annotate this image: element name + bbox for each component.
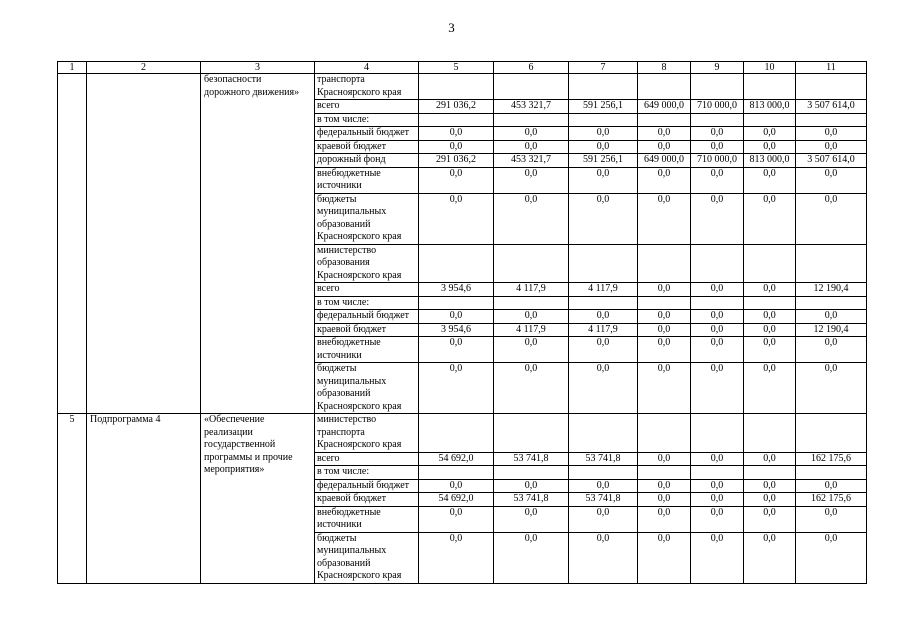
amount-cell-col-6: [494, 296, 569, 310]
amount-cell-col-11: 0,0: [796, 337, 867, 363]
text-line: бюджеты: [317, 532, 357, 544]
amount-cell-col-7: 591 256,1: [569, 154, 638, 168]
program-name-cell: Подпрограмма 4: [87, 414, 201, 584]
amount-cell-col-8: 0,0: [638, 140, 691, 154]
program-name-cell: [87, 74, 201, 414]
header-cell-8: 8: [638, 62, 691, 74]
amount-cell-col-5: 0,0: [419, 310, 494, 324]
amount-cell-col-6: [494, 74, 569, 100]
text-line: образования: [317, 257, 370, 268]
text-line: муниципальных: [317, 206, 387, 217]
text-line: транспорта: [317, 74, 365, 85]
amount-cell-col-7: 53 741,8: [569, 493, 638, 507]
amount-cell-col-6: 0,0: [494, 506, 569, 532]
amount-cell-col-8: 0,0: [638, 310, 691, 324]
amount-cell-col-5: 54 692,0: [419, 452, 494, 466]
amount-cell-col-5: [419, 466, 494, 480]
amount-cell-col-7: 4 117,9: [569, 323, 638, 337]
amount-cell-col-6: 0,0: [494, 140, 569, 154]
amount-cell-col-11: 3 507 614,0: [796, 100, 867, 114]
amount-cell-col-8: 0,0: [638, 193, 691, 244]
amount-cell-col-9: 0,0: [691, 363, 744, 414]
text-line: внебюджетные: [317, 337, 381, 348]
text-line: министерство: [317, 414, 377, 425]
amount-cell-col-6: 0,0: [494, 167, 569, 193]
amount-cell-col-11: 0,0: [796, 532, 867, 583]
funding-source-cell: [315, 74, 419, 100]
amount-cell-col-8: 649 000,0: [638, 154, 691, 168]
amount-cell-col-6: [494, 244, 569, 283]
funding-source-cell: [315, 310, 419, 324]
amount-cell-col-7: 0,0: [569, 363, 638, 414]
amount-cell-col-9: [691, 414, 744, 453]
amount-cell-col-10: 0,0: [744, 127, 796, 141]
amount-cell-col-11: 0,0: [796, 167, 867, 193]
amount-cell-col-11: 3 507 614,0: [796, 154, 867, 168]
amount-cell-col-11: 0,0: [796, 140, 867, 154]
amount-cell-col-7: [569, 466, 638, 480]
text-line: источники: [317, 349, 362, 361]
amount-cell-col-11: 0,0: [796, 479, 867, 493]
amount-cell-col-8: 0,0: [638, 493, 691, 507]
amount-cell-col-9: 0,0: [691, 337, 744, 363]
text-line: краевой бюджет: [317, 493, 386, 504]
funding-source-cell: [315, 466, 419, 480]
amount-cell-col-11: [796, 244, 867, 283]
amount-cell-col-11: [796, 466, 867, 480]
funding-source-cell: [315, 127, 419, 141]
funding-source-cell: [315, 140, 419, 154]
amount-cell-col-10: 0,0: [744, 452, 796, 466]
amount-cell-col-7: 53 741,8: [569, 452, 638, 466]
text-line: дорожного движения»: [204, 86, 300, 98]
amount-cell-col-5: [419, 414, 494, 453]
amount-cell-col-9: 0,0: [691, 193, 744, 244]
amount-cell-col-5: [419, 113, 494, 127]
amount-cell-col-9: 0,0: [691, 493, 744, 507]
amount-cell-col-10: [744, 466, 796, 480]
text-line: программы и прочие: [204, 451, 293, 463]
text-line: Красноярского края: [317, 439, 402, 450]
amount-cell-col-7: 0,0: [569, 140, 638, 154]
header-cell-1: 1: [58, 62, 87, 74]
text-line: краевой бюджет: [317, 140, 386, 152]
amount-cell-col-10: 0,0: [744, 337, 796, 363]
funding-source-cell: [315, 452, 419, 466]
text-line: федеральный бюджет: [317, 479, 410, 491]
amount-cell-col-7: [569, 244, 638, 283]
amount-cell-col-10: 0,0: [744, 493, 796, 507]
amount-cell-col-9: [691, 466, 744, 480]
amount-cell-col-7: [569, 414, 638, 453]
text-line: министерство: [317, 244, 377, 256]
funding-source-cell: [315, 414, 419, 453]
amount-cell-col-5: 0,0: [419, 532, 494, 583]
funding-source-cell: [315, 154, 419, 168]
amount-cell-col-9: 0,0: [691, 506, 744, 532]
header-cell-10: 10: [744, 62, 796, 74]
text-line: муниципальных: [317, 375, 387, 387]
text-line: Красноярского края: [317, 231, 402, 242]
text-line: образований: [317, 557, 371, 569]
amount-cell-col-8: [638, 113, 691, 127]
program-title-cell: [201, 414, 315, 584]
funding-source-cell: [315, 532, 419, 583]
funding-source-cell: [315, 113, 419, 127]
amount-cell-col-6: 0,0: [494, 193, 569, 244]
amount-cell-col-10: 0,0: [744, 167, 796, 193]
amount-cell-col-5: 0,0: [419, 167, 494, 193]
funding-source-cell: [315, 167, 419, 193]
text-line: образований: [317, 218, 371, 230]
amount-cell-col-8: 0,0: [638, 127, 691, 141]
amount-cell-col-10: [744, 244, 796, 283]
text-line: всего: [317, 283, 340, 294]
amount-cell-col-9: 0,0: [691, 323, 744, 337]
text-line: краевой бюджет: [317, 323, 386, 335]
amount-cell-col-8: 0,0: [638, 283, 691, 297]
amount-cell-col-7: 0,0: [569, 506, 638, 532]
amount-cell-col-6: 0,0: [494, 532, 569, 583]
text-line: образований: [317, 388, 371, 399]
text-line: мероприятия»: [204, 464, 265, 475]
amount-cell-col-11: 0,0: [796, 363, 867, 414]
amount-cell-col-5: 3 954,6: [419, 283, 494, 297]
amount-cell-col-10: 0,0: [744, 323, 796, 337]
amount-cell-col-9: 0,0: [691, 452, 744, 466]
amount-cell-col-11: 12 190,4: [796, 323, 867, 337]
amount-cell-col-11: 0,0: [796, 506, 867, 532]
amount-cell-col-5: [419, 244, 494, 283]
amount-cell-col-11: 162 175,6: [796, 452, 867, 466]
amount-cell-col-5: 291 036,2: [419, 100, 494, 114]
amount-cell-col-5: 0,0: [419, 363, 494, 414]
amount-cell-col-5: 291 036,2: [419, 154, 494, 168]
header-cell-3: 3: [201, 62, 315, 74]
amount-cell-col-10: [744, 113, 796, 127]
funding-source-cell: [315, 283, 419, 297]
amount-cell-col-10: 0,0: [744, 479, 796, 493]
text-line: в том числе:: [317, 113, 370, 125]
text-line: бюджеты: [317, 363, 357, 374]
page-number: 3: [448, 20, 455, 35]
text-line: Красноярского края: [317, 86, 402, 98]
amount-cell-col-6: 4 117,9: [494, 323, 569, 337]
text-line: в том числе:: [317, 466, 370, 477]
amount-cell-col-8: 0,0: [638, 479, 691, 493]
text-line: источники: [317, 519, 362, 530]
funding-source-cell: [315, 296, 419, 310]
amount-cell-col-7: 0,0: [569, 479, 638, 493]
amount-cell-col-8: [638, 74, 691, 100]
text-line: Красноярского края: [317, 400, 402, 412]
amount-cell-col-7: 0,0: [569, 167, 638, 193]
amount-cell-col-5: 0,0: [419, 127, 494, 141]
amount-cell-col-11: [796, 296, 867, 310]
table-row: [58, 414, 867, 453]
amount-cell-col-11: 0,0: [796, 193, 867, 244]
amount-cell-col-9: 0,0: [691, 140, 744, 154]
amount-cell-col-10: [744, 414, 796, 453]
text-line: федеральный бюджет: [317, 127, 410, 138]
amount-cell-col-9: [691, 113, 744, 127]
header-cell-9: 9: [691, 62, 744, 74]
header-cell-6: 6: [494, 62, 569, 74]
text-line: дорожный фонд: [317, 154, 386, 165]
amount-cell-col-7: 0,0: [569, 532, 638, 583]
funding-source-cell: [315, 506, 419, 532]
text-line: Красноярского края: [317, 570, 402, 581]
amount-cell-col-7: 0,0: [569, 337, 638, 363]
amount-cell-col-8: 0,0: [638, 363, 691, 414]
amount-cell-col-8: [638, 296, 691, 310]
table-row: [58, 74, 867, 100]
amount-cell-col-8: 649 000,0: [638, 100, 691, 114]
amount-cell-col-7: [569, 74, 638, 100]
amount-cell-col-6: [494, 414, 569, 453]
amount-cell-col-6: [494, 113, 569, 127]
amount-cell-col-10: 813 000,0: [744, 100, 796, 114]
amount-cell-col-8: 0,0: [638, 323, 691, 337]
amount-cell-col-6: 0,0: [494, 479, 569, 493]
text-line: Красноярского края: [317, 269, 402, 281]
header-cell-7: 7: [569, 62, 638, 74]
amount-cell-col-5: 0,0: [419, 140, 494, 154]
row-number-cell: 5: [58, 414, 87, 584]
amount-cell-col-6: 0,0: [494, 310, 569, 324]
amount-cell-col-11: [796, 414, 867, 453]
amount-cell-col-10: 0,0: [744, 310, 796, 324]
amount-cell-col-10: 0,0: [744, 506, 796, 532]
program-title-cell: [201, 74, 315, 414]
amount-cell-col-7: [569, 296, 638, 310]
amount-cell-col-8: 0,0: [638, 452, 691, 466]
amount-cell-col-10: 0,0: [744, 140, 796, 154]
amount-cell-col-6: 453 321,7: [494, 154, 569, 168]
funding-source-cell: [315, 193, 419, 244]
amount-cell-col-11: [796, 74, 867, 100]
amount-cell-col-11: 0,0: [796, 310, 867, 324]
text-line: федеральный бюджет: [317, 310, 410, 321]
amount-cell-col-9: [691, 244, 744, 283]
amount-cell-col-7: 0,0: [569, 310, 638, 324]
amount-cell-col-5: 0,0: [419, 479, 494, 493]
amount-cell-col-8: 0,0: [638, 337, 691, 363]
amount-cell-col-9: 710 000,0: [691, 154, 744, 168]
amount-cell-col-10: 0,0: [744, 532, 796, 583]
amount-cell-col-8: [638, 466, 691, 480]
header-cell-4: 4: [315, 62, 419, 74]
funding-source-cell: [315, 323, 419, 337]
funding-source-cell: [315, 493, 419, 507]
amount-cell-col-5: [419, 74, 494, 100]
amount-cell-col-5: 54 692,0: [419, 493, 494, 507]
row-number-cell: [58, 74, 87, 414]
amount-cell-col-9: 0,0: [691, 167, 744, 193]
amount-cell-col-8: 0,0: [638, 532, 691, 583]
amount-cell-col-11: [796, 113, 867, 127]
text-line: в том числе:: [317, 296, 370, 308]
amount-cell-col-11: 0,0: [796, 127, 867, 141]
amount-cell-col-6: 53 741,8: [494, 452, 569, 466]
header-cell-11: 11: [796, 62, 867, 74]
amount-cell-col-9: 0,0: [691, 532, 744, 583]
budget-table: [57, 61, 867, 584]
amount-cell-col-6: 4 117,9: [494, 283, 569, 297]
amount-cell-col-5: [419, 296, 494, 310]
amount-cell-col-6: 453 321,7: [494, 100, 569, 114]
amount-cell-col-8: 0,0: [638, 167, 691, 193]
text-line: «Обеспечение: [204, 414, 265, 425]
text-line: транспорта: [317, 426, 365, 438]
amount-cell-col-10: 0,0: [744, 363, 796, 414]
amount-cell-col-5: 0,0: [419, 193, 494, 244]
funding-source-cell: [315, 244, 419, 283]
amount-cell-col-6: 0,0: [494, 127, 569, 141]
funding-source-cell: [315, 100, 419, 114]
amount-cell-col-6: 53 741,8: [494, 493, 569, 507]
funding-source-cell: [315, 479, 419, 493]
amount-cell-col-10: [744, 296, 796, 310]
amount-cell-col-10: 813 000,0: [744, 154, 796, 168]
amount-cell-col-11: 12 190,4: [796, 283, 867, 297]
amount-cell-col-6: 0,0: [494, 337, 569, 363]
header-cell-2: 2: [87, 62, 201, 74]
funding-source-cell: [315, 337, 419, 363]
amount-cell-col-10: 0,0: [744, 283, 796, 297]
amount-cell-col-7: 0,0: [569, 127, 638, 141]
amount-cell-col-5: 0,0: [419, 337, 494, 363]
amount-cell-col-9: [691, 296, 744, 310]
amount-cell-col-9: [691, 74, 744, 100]
text-line: бюджеты: [317, 193, 357, 205]
text-line: источники: [317, 180, 362, 191]
amount-cell-col-9: 710 000,0: [691, 100, 744, 114]
header-row: [58, 62, 867, 74]
funding-source-cell: [315, 363, 419, 414]
amount-cell-col-9: 0,0: [691, 283, 744, 297]
amount-cell-col-7: 4 117,9: [569, 283, 638, 297]
text-line: всего: [317, 100, 340, 111]
amount-cell-col-9: 0,0: [691, 479, 744, 493]
amount-cell-col-7: [569, 113, 638, 127]
amount-cell-col-10: [744, 74, 796, 100]
amount-cell-col-7: 591 256,1: [569, 100, 638, 114]
text-line: государственной: [204, 439, 276, 450]
text-line: муниципальных: [317, 545, 387, 556]
text-line: реализации: [204, 426, 253, 438]
header-cell-5: 5: [419, 62, 494, 74]
amount-cell-col-7: 0,0: [569, 193, 638, 244]
amount-cell-col-8: [638, 244, 691, 283]
text-line: внебюджетные: [317, 506, 381, 518]
text-line: внебюджетные: [317, 167, 381, 179]
amount-cell-col-8: [638, 414, 691, 453]
amount-cell-col-5: 3 954,6: [419, 323, 494, 337]
text-line: безопасности: [204, 74, 262, 85]
amount-cell-col-11: 162 175,6: [796, 493, 867, 507]
amount-cell-col-6: [494, 466, 569, 480]
amount-cell-col-6: 0,0: [494, 363, 569, 414]
amount-cell-col-8: 0,0: [638, 506, 691, 532]
amount-cell-col-10: 0,0: [744, 193, 796, 244]
amount-cell-col-9: 0,0: [691, 127, 744, 141]
text-line: всего: [317, 452, 340, 464]
amount-cell-col-5: 0,0: [419, 506, 494, 532]
amount-cell-col-9: 0,0: [691, 310, 744, 324]
